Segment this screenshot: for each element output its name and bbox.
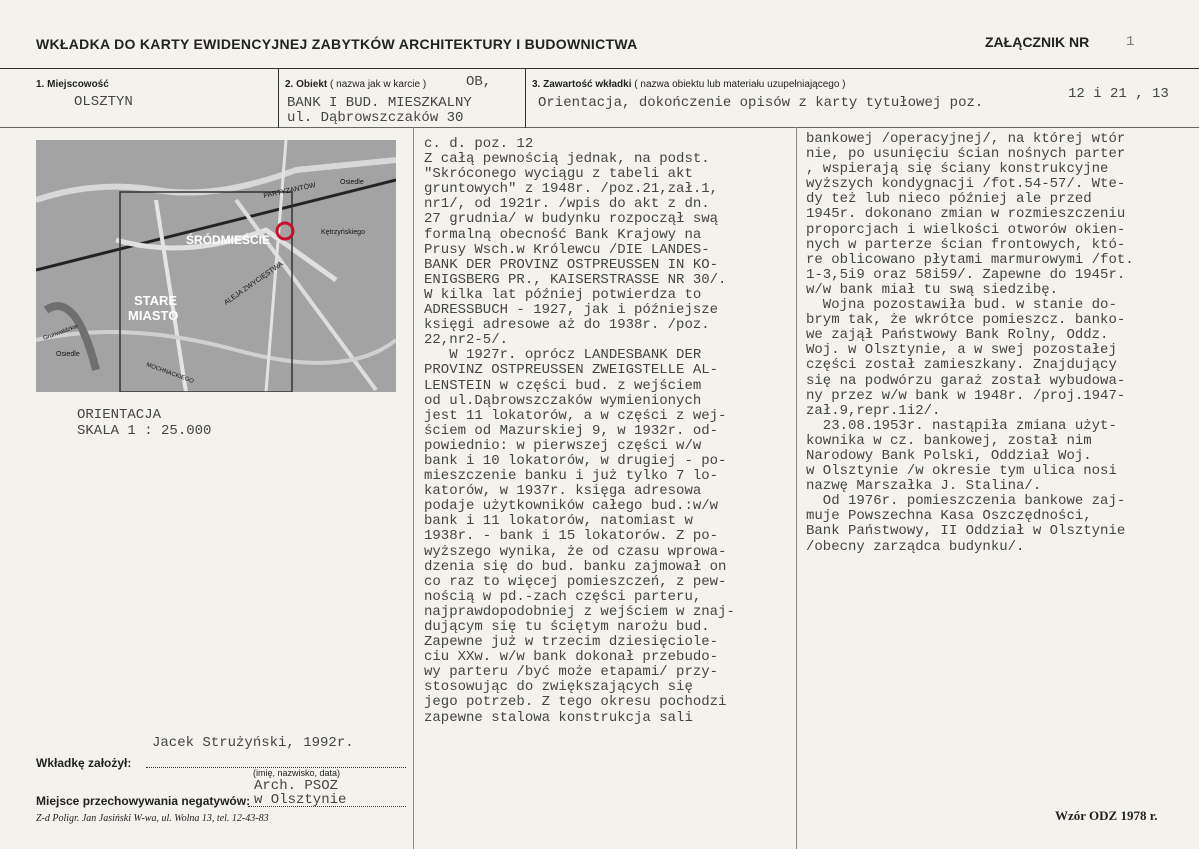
object-code: OB,	[466, 74, 492, 90]
author-note: (imię, nazwisko, data)	[253, 768, 341, 778]
scale-caption: SKALA 1 : 25.000	[77, 423, 212, 439]
object-label	[285, 79, 426, 90]
middle-text-line: najprawdopodobniej z wejściem w znaj-	[424, 603, 735, 620]
right-text-line: , wspierają się ściany konstrukcyjne	[806, 161, 1109, 178]
orientation-map	[36, 140, 396, 392]
middle-text-line: zapewne stalowa konstrukcja sali	[424, 709, 693, 726]
middle-text-line: ściem od Mazurskiej 9, w 1932r. od-	[424, 422, 719, 439]
middle-text-line: nr1/, od 1921r. /wpis do akt z dn.	[424, 196, 710, 213]
right-text-line: nazwę Marszałka J. Stalina/.	[806, 478, 1042, 495]
middle-text-line: ADRESSBUCH - 1927, jak i późniejsze	[424, 302, 719, 319]
middle-text-line: jego potrzeb. Z tego okresu pochodzi	[424, 694, 727, 711]
object-label-note: ( nazwa jak w karcie )	[330, 79, 427, 90]
middle-text-line: gruntowych" z 1948r. /poz.21,zał.1,	[424, 181, 719, 198]
middle-text-line: dującym się tu ściętym narożu bud.	[424, 619, 710, 635]
locality-value: OLSZTYN	[74, 94, 133, 110]
middle-text-line: W 1927r. oprócz LANDESBANK DER	[424, 347, 702, 364]
right-text-line: w/w bank miał tu swą siedzibę.	[806, 281, 1059, 298]
printer-info: Z-d Poligr. Jan Jasiński W-wa, ul. Wolna 13, tel. 12-43-83	[36, 813, 269, 824]
map-label-grunwaldzkie: Grunwaldzkie	[42, 323, 79, 342]
map-label-osiedle: Osiedle	[340, 179, 364, 186]
middle-text-line: wyższego wynika, że od czasu wprowa-	[424, 543, 727, 560]
right-text-line: we zajął Państwowy Bank Rolny, Oddz.	[806, 327, 1109, 344]
right-text-line: kownika w cz. bankowej, został nim	[806, 432, 1092, 449]
middle-text-line: nością w pd.-zach części parteru,	[424, 588, 702, 605]
column-separator-left	[413, 127, 414, 849]
middle-text-line: bank i 10 lokatorów, w drugiej - po-	[424, 452, 727, 469]
middle-text-line: co raz to więcej pomieszczeń, z pew-	[424, 573, 727, 590]
content-label-text: 3. Zawartość wkładki	[532, 79, 632, 90]
middle-text-line: 1938r. - bank i 15 lokatorów. Z po-	[424, 528, 719, 545]
right-text-line: Bank Państwowy, II Oddział w Olsztynie	[806, 523, 1126, 540]
right-text-line: w Olsztynie /w okresie tym ulica nosi	[806, 463, 1117, 480]
right-text-line: 1945r. dokonano zmian w rozmieszczeniu	[806, 206, 1126, 223]
field-separator-1	[278, 68, 279, 128]
object-value-2: ul. Dąbrowszczaków 30	[287, 110, 464, 126]
object-label-text: 2. Obiekt	[285, 79, 328, 90]
negatives-value-2: w Olsztynie	[254, 792, 347, 808]
middle-text-line: c. d. poz. 12	[424, 136, 534, 152]
right-text-line: proporcjach i wielkości otworów okien-	[806, 221, 1126, 238]
form-code: Wzór ODZ 1978 r.	[1055, 808, 1158, 823]
map-label-aleja: ALEJA ZWYCIĘSTWA	[223, 260, 285, 307]
field-separator-2	[525, 68, 526, 128]
annex-label: ZAŁĄCZNIK NR	[985, 34, 1090, 50]
right-text-line: nie, po usunięciu ścian nośnych parter	[806, 146, 1126, 163]
author-typed: Jacek Strużyński, 1992r.	[152, 735, 354, 751]
right-text-line: Wojna pozostawiła bud. w stanie do-	[806, 297, 1117, 314]
content-positions: 12 i 21 , 13	[1068, 86, 1169, 102]
negatives-line	[248, 806, 406, 807]
middle-text-line: Zapewne już w trzecim dziesięciole-	[424, 634, 719, 651]
right-text-line: ny przez w/w bank w 1948r. /proj.1947-	[806, 387, 1126, 404]
middle-text-line: wy parteru /być może etapami/ przy-	[424, 664, 719, 681]
right-text-line: części został zamieszkany. Znajdujący	[806, 357, 1117, 374]
middle-text-line: katorów, w 1937r. księga adresowa	[424, 483, 702, 500]
right-text-line: Od 1976r. pomieszczenia bankowe zaj-	[806, 493, 1126, 510]
middle-text-line: PROVINZ OSTPREUSSEN ZWEIGSTELLE AL-	[424, 362, 719, 379]
middle-text-line: podaje użytkowników całego bud.:w/w	[424, 498, 719, 515]
middle-text-line: ENIGSBERG PR., KAISERSTRASSE NR 30/.	[424, 271, 727, 288]
map-label-stare: STARE	[134, 293, 178, 308]
content-label-note: ( nazwa obiektu lub materiału uzupełniającego )	[634, 79, 846, 90]
middle-text-line: Prusy Wsch.w Królewcu /DIE LANDES-	[424, 241, 710, 258]
middle-text-line: W kilka lat później potwierdza to	[424, 286, 702, 303]
middle-text-line: 27 grudnia/ w budynku rozpoczął swą	[424, 211, 719, 228]
column-separator-right	[796, 127, 797, 849]
negatives-label: Miejsce przechowywania negatywów:	[36, 794, 251, 808]
content-value: Orientacja, dokończenie opisów z karty tytułowej poz.	[538, 95, 984, 111]
right-text-line: wyższych kondygnacji /fot.54-57/. Wte-	[806, 176, 1126, 193]
map-label-partyzantow: PARTYZANTÓW	[262, 182, 317, 200]
right-text-line: Narodowy Bank Polski, Oddział Woj.	[806, 447, 1092, 464]
map-label-srodmiescie: ŚRÓDMIEŚCIE	[186, 233, 271, 247]
description-right-column	[806, 132, 1134, 555]
middle-text-line: księgi adresowe aż do 1938r. /poz.	[424, 317, 710, 334]
right-text-line: nych w parterze ścian frontowych, któ-	[806, 236, 1126, 253]
locality-label: 1. Miejscowość	[36, 79, 109, 90]
right-text-line: Woj. w Olsztynie, a w swej pozostałej	[806, 342, 1117, 359]
middle-text-line: BANK DER PROVINZ OSTPREUSSEN IN KO-	[424, 256, 719, 273]
map-label-mochnackiego: MOCHNACKIEGO	[145, 362, 195, 385]
header-divider	[0, 68, 1199, 69]
middle-text-line: ciu XXw. w/w bank dokonał przebudo-	[424, 649, 719, 666]
map-label-miasto: MIASTO	[128, 308, 179, 323]
map-drawing	[36, 140, 396, 392]
map-label-osiedle2: Osiedle	[56, 351, 80, 358]
map-label-ketrzynskiego: Kętrzyńskiego	[321, 229, 365, 236]
description-middle-column	[424, 137, 735, 726]
middle-text-line: bank i 11 lokatorów, natomiast w	[424, 513, 693, 530]
right-text-line: re oblicowano płytami marmurowymi /fot.	[806, 251, 1134, 268]
middle-text-line: "Skróconego wyciągu z tabeli akt	[424, 166, 693, 183]
middle-text-line: stosowując do zwiększających się	[424, 679, 693, 696]
middle-text-line: mieszczenie banku i już tylko 7 lo-	[424, 468, 719, 485]
object-value-1: BANK I BUD. MIESZKALNY	[287, 95, 472, 111]
right-text-line: 1-3,5i9 oraz 58i59/. Zapewne do 1945r.	[806, 266, 1126, 283]
right-text-line: brym tak, że wkrótce pomieszcz. banko-	[806, 312, 1126, 329]
right-text-line: /obecny zarządca budynku/.	[806, 538, 1025, 555]
right-text-line: dy też lub nieco później ale przed	[806, 191, 1092, 208]
right-text-line: 23.08.1953r. nastąpiła zmiana użyt-	[806, 417, 1117, 434]
middle-text-line: dzenia się do bud. banku zajmował on	[424, 558, 727, 575]
right-text-line: muje Powszechna Kasa Oszczędności,	[806, 508, 1092, 525]
right-text-line: bankowej /operacyjnej/, na której wtór	[806, 131, 1126, 147]
annex-number: 1	[1126, 34, 1135, 50]
middle-text-line: Z całą pewnością jednak, na podst.	[424, 151, 710, 168]
fields-divider	[0, 127, 1199, 128]
middle-text-line: formalną obecność Bank Krajowy na	[424, 226, 702, 243]
middle-text-line: jest 11 lokatorów, a w części z wej-	[424, 407, 727, 424]
middle-text-line: LENSTEIN w części bud. z wejściem	[424, 377, 702, 394]
middle-text-line: od ul.Dąbrowszczaków wymienionych	[424, 392, 702, 409]
form-title: WKŁADKA DO KARTY EWIDENCYJNEJ ZABYTKÓW ARCHITEKTURY I BUDOWNICTWA	[36, 36, 638, 52]
middle-text-line: 22,nr2-5/.	[424, 332, 509, 349]
orientation-caption: ORIENTACJA	[77, 407, 162, 423]
right-text-line: się na podwórzu garaż został wybudowa-	[806, 372, 1126, 389]
negatives-value-1: Arch. PSOZ	[254, 778, 339, 794]
author-label: Wkładkę założył:	[36, 756, 132, 770]
content-label	[532, 79, 846, 90]
middle-text-line: powiednio: w pierwszej części w/w	[424, 437, 702, 454]
right-text-line: zał.9,repr.1i2/.	[806, 402, 941, 419]
